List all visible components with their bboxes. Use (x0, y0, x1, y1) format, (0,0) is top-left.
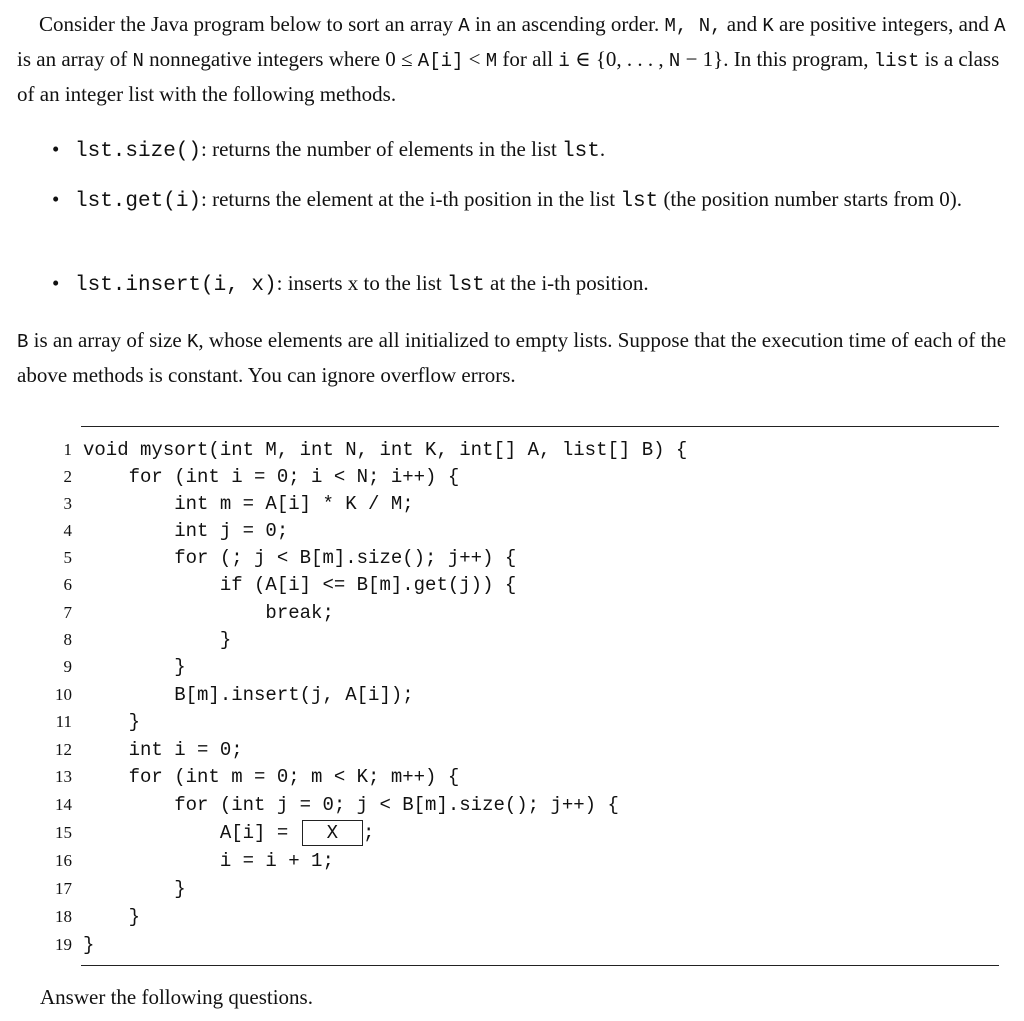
code-line: 4 int j = 0; (63, 520, 289, 542)
code-top-rule (81, 426, 999, 427)
code-line: 6 if (A[i] <= B[m].get(j)) { (63, 574, 517, 596)
code-line: 8 } (63, 629, 232, 651)
intro-paragraph: Consider the Java program below to sort an array A in an ascending order. M, N, and K are positive integers, and A is an array of N nonnegative integers where 0 ≤ A[i] < M for all i ∈ {0, . . . , N − 1}. In this program, list is a class of an integer list with the following methods. (17, 12, 1006, 106)
code-line: 14 for (int j = 0; j < B[m].size(); j++) { (55, 794, 619, 816)
code-line: 11 } (55, 711, 141, 733)
code-line: 16 i = i + 1; (55, 850, 334, 872)
blank-box-x: X (302, 820, 363, 846)
code-line: 2 for (int i = 0; i < N; i++) { (63, 466, 460, 488)
answer-prompt: Answer the following questions. (40, 985, 313, 1009)
code-bottom-rule (81, 965, 999, 966)
code-line: 18 } (55, 906, 141, 928)
bullet-icon: • (52, 137, 60, 161)
code-line: 17 } (55, 878, 186, 900)
array-b-paragraph: B is an array of size K, whose elements are all initialized to empty lists. Suppose that the execution time of each of the above methods is constant. You can ignore overflow errors. (17, 328, 1007, 387)
bullet-icon: • (52, 187, 60, 211)
code-line-with-blank: 15 A[i] = X ; (55, 822, 375, 844)
code-line: 19 } (55, 934, 95, 956)
bullet-icon: • (52, 271, 60, 295)
code-line: 13 for (int m = 0; m < K; m++) { (55, 766, 460, 788)
code-line: 10 B[m].insert(j, A[i]); (55, 684, 414, 706)
code-line: 5 for (; j < B[m].size(); j++) { (63, 547, 517, 569)
code-line: 12 int i = 0; (55, 739, 243, 761)
code-line: 7 break; (63, 602, 334, 624)
code-line: 9 } (63, 656, 186, 678)
code-line: 3 int m = A[i] * K / M; (63, 493, 414, 515)
code-line: 1 void mysort(int M, int N, int K, int[] A, list[] B) { (63, 439, 688, 461)
